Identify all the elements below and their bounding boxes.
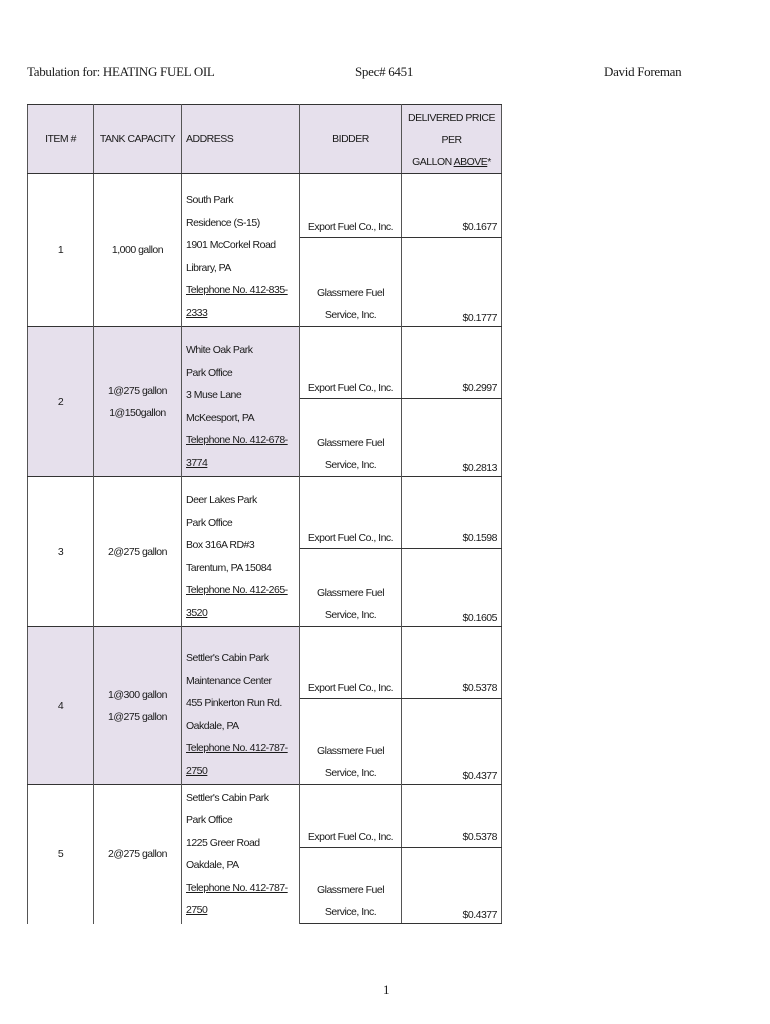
- tank-capacity-line: 2@275 gallon: [108, 545, 167, 558]
- address: [182, 174, 300, 327]
- item-number: 4: [28, 627, 94, 785]
- table-row: [28, 174, 502, 238]
- address-line: Park Office: [186, 814, 233, 826]
- column-header-tank-capacity: TANK CAPACITY: [94, 105, 182, 174]
- bid-price: $0.1677: [402, 174, 502, 238]
- bidder-name: Export Fuel Co., Inc.: [300, 327, 402, 399]
- bid-price: $0.1777: [402, 238, 502, 327]
- price-header-line1: DELIVERED PRICE PER: [407, 112, 496, 146]
- address-line: Oakdale, PA: [186, 859, 239, 871]
- address: [182, 477, 300, 627]
- address-line: Box 316A RD#3: [186, 539, 255, 551]
- address-line: Maintenance Center: [186, 674, 272, 687]
- column-header-item: ITEM #: [28, 105, 94, 174]
- bidder-name: Glassmere Fuel Service, Inc.: [300, 848, 402, 924]
- tank-capacity-line: 1,000 gallon: [111, 244, 164, 256]
- address-line: McKeesport, PA: [186, 411, 255, 424]
- bid-tabulation-table: [27, 104, 502, 924]
- bidder-name: Glassmere Fuel Service, Inc.: [300, 549, 402, 627]
- item-number: 5: [28, 785, 94, 924]
- column-header-address: ADDRESS: [182, 105, 300, 174]
- page-number: 1: [383, 982, 390, 997]
- bid-price: $0.5378: [402, 627, 502, 699]
- address-line: Park Office: [186, 366, 233, 379]
- table-row: [28, 627, 502, 699]
- tank-capacity: [94, 327, 182, 477]
- address-line: South Park: [186, 194, 233, 206]
- address-line: Telephone No. 412-265-3520: [186, 584, 288, 619]
- address: [182, 785, 300, 924]
- tank-capacity: [94, 174, 182, 327]
- tank-capacity-line: 1@150gallon: [109, 406, 166, 419]
- item-number: 3: [28, 477, 94, 627]
- bid-price: $0.1605: [402, 549, 502, 627]
- bidder-name: Glassmere Fuel Service, Inc.: [300, 699, 402, 785]
- bid-price: $0.4377: [402, 699, 502, 785]
- bid-price: $0.4377: [402, 848, 502, 924]
- column-header-delivered-price: [402, 105, 502, 174]
- bid-price: $0.5378: [402, 785, 502, 848]
- address-line: Telephone No. 412-678-3774: [186, 434, 288, 469]
- bidder-name: Glassmere Fuel Service, Inc.: [300, 399, 402, 477]
- bidder-name: Glassmere Fuel Service, Inc.: [300, 238, 402, 327]
- bidder-name: Export Fuel Co., Inc.: [300, 785, 402, 848]
- address-line: 3 Muse Lane: [186, 389, 242, 401]
- address-line: Settler's Cabin Park: [186, 652, 269, 664]
- buyer-name: David Foreman: [604, 64, 682, 79]
- table-row: [28, 477, 502, 549]
- bid-price: $0.1598: [402, 477, 502, 549]
- spec-number: Spec# 6451: [355, 64, 414, 79]
- tank-capacity-line: 1@275 gallon: [108, 384, 167, 397]
- address: [182, 627, 300, 785]
- address: [182, 327, 300, 477]
- table-header-row: [28, 105, 502, 174]
- table-row: [28, 785, 502, 848]
- address-line: Telephone No. 412-835-2333: [186, 284, 288, 319]
- address-line: White Oak Park: [186, 344, 253, 356]
- price-header-line2a: GALLON: [412, 156, 454, 168]
- tank-capacity: [94, 785, 182, 924]
- bidder-name: Export Fuel Co., Inc.: [300, 627, 402, 699]
- bidder-name: Export Fuel Co., Inc.: [300, 174, 402, 238]
- tank-capacity-line: 1@275 gallon: [108, 710, 167, 723]
- table-body: [28, 174, 502, 924]
- column-header-bidder: BIDDER: [300, 105, 402, 174]
- price-header-line2b: ABOVE: [453, 156, 488, 168]
- bidder-name: Export Fuel Co., Inc.: [300, 477, 402, 549]
- address-line: Library, PA: [186, 261, 231, 274]
- address-line: Settler's Cabin Park: [186, 791, 269, 804]
- bid-price: $0.2813: [402, 399, 502, 477]
- address-line: 1225 Greer Road: [186, 836, 260, 849]
- address-line: Oakdale, PA: [186, 719, 239, 732]
- address-line: Tarentum, PA 15084: [186, 561, 272, 574]
- tank-capacity-line: 1@300 gallon: [108, 688, 167, 701]
- bid-price: $0.2997: [402, 327, 502, 399]
- item-number: 2: [28, 327, 94, 477]
- tabulation-title: Tabulation for: HEATING FUEL OIL: [27, 64, 215, 79]
- address-line: Telephone No. 412-787-2750: [186, 881, 288, 916]
- address-line: Park Office: [186, 516, 233, 529]
- address-line: Residence (S-15): [186, 216, 260, 229]
- tank-capacity: [94, 477, 182, 627]
- item-number: 1: [28, 174, 94, 327]
- tank-capacity-line: 2@275 gallon: [108, 848, 167, 861]
- price-header-line2c: *: [487, 156, 491, 168]
- address-line: 1901 McCorkel Road: [186, 239, 276, 251]
- address-line: Telephone No. 412-787-2750: [186, 742, 288, 777]
- address-line: 455 Pinkerton Run Rd.: [186, 697, 282, 709]
- address-line: Deer Lakes Park: [186, 494, 257, 506]
- table-row: [28, 327, 502, 399]
- tank-capacity: [94, 627, 182, 785]
